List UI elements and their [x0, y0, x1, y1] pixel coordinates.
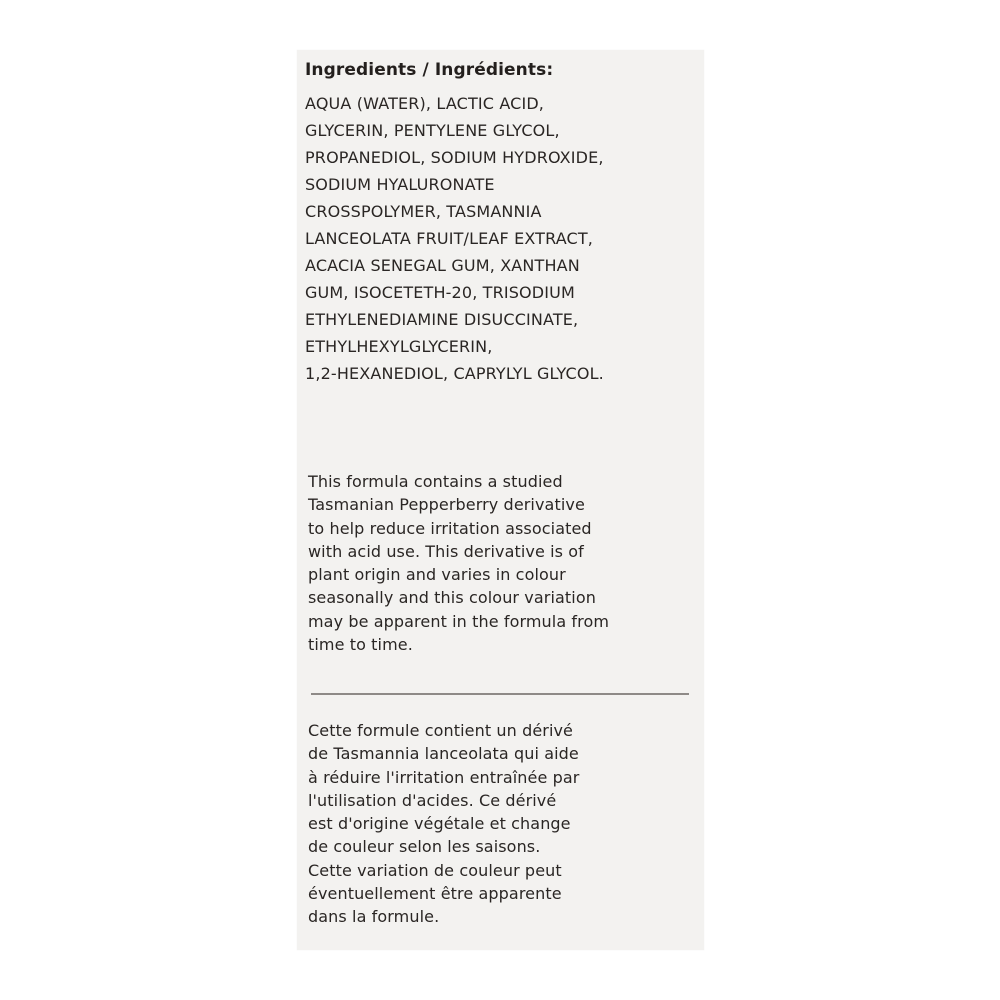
english-description-line: Tasmanian Pepperberry derivative [308, 495, 585, 515]
ingredients-label-panel [297, 50, 704, 950]
ingredients-line: ETHYLHEXYLGLYCERIN, [305, 337, 493, 356]
english-description-line: seasonally and this colour variation [308, 588, 596, 608]
french-description-line: de couleur selon les saisons. [308, 837, 541, 857]
ingredients-line: GLYCERIN, PENTYLENE GLYCOL, [305, 121, 560, 140]
english-description-line: may be apparent in the formula from [308, 611, 610, 631]
english-description-line: time to time. [308, 635, 413, 655]
section-divider [311, 693, 689, 695]
french-description-line: est d'origine végétale et change [308, 814, 571, 834]
french-description-line: Cette variation de couleur peut [308, 860, 562, 880]
french-description-line: à réduire l'irritation entraînée par [308, 767, 580, 787]
ingredients-line: SODIUM HYALURONATE [305, 175, 495, 194]
french-description-line: de Tasmannia lanceolata qui aide [308, 744, 579, 764]
ingredients-line: ACACIA SENEGAL GUM, XANTHAN [305, 256, 580, 275]
ingredients-line: GUM, ISOCETETH-20, TRISODIUM [305, 283, 575, 302]
ingredients-line: AQUA (WATER), LACTIC ACID, [305, 94, 545, 113]
english-description-line: to help reduce irritation associated [308, 518, 592, 538]
english-description-line: with acid use. This derivative is of [308, 541, 584, 561]
french-description-line: Cette formule contient un dérivé [308, 721, 574, 740]
french-description [308, 719, 693, 929]
ingredients-line: ETHYLENEDIAMINE DISUCCINATE, [305, 310, 579, 329]
ingredients-heading: Ingredients / Ingrédients: [305, 60, 554, 80]
french-description-line: l'utilisation d'acides. Ce dérivé [308, 790, 557, 810]
ingredients-line: LANCEOLATA FRUIT/LEAF EXTRACT, [305, 229, 594, 248]
english-description [308, 470, 693, 656]
ingredients-line: PROPANEDIOL, SODIUM HYDROXIDE, [305, 148, 604, 167]
ingredients-line: 1,2-HEXANEDIOL, CAPRYLYL GLYCOL. [305, 364, 604, 383]
french-description-line: éventuellement être apparente [308, 884, 562, 904]
ingredients-line: CROSSPOLYMER, TASMANNIA [305, 202, 542, 221]
french-description-line: dans la formule. [308, 907, 440, 927]
ingredients-list [305, 90, 700, 387]
english-description-line: plant origin and varies in colour [308, 565, 566, 585]
english-description-line: This formula contains a studied [308, 472, 563, 491]
